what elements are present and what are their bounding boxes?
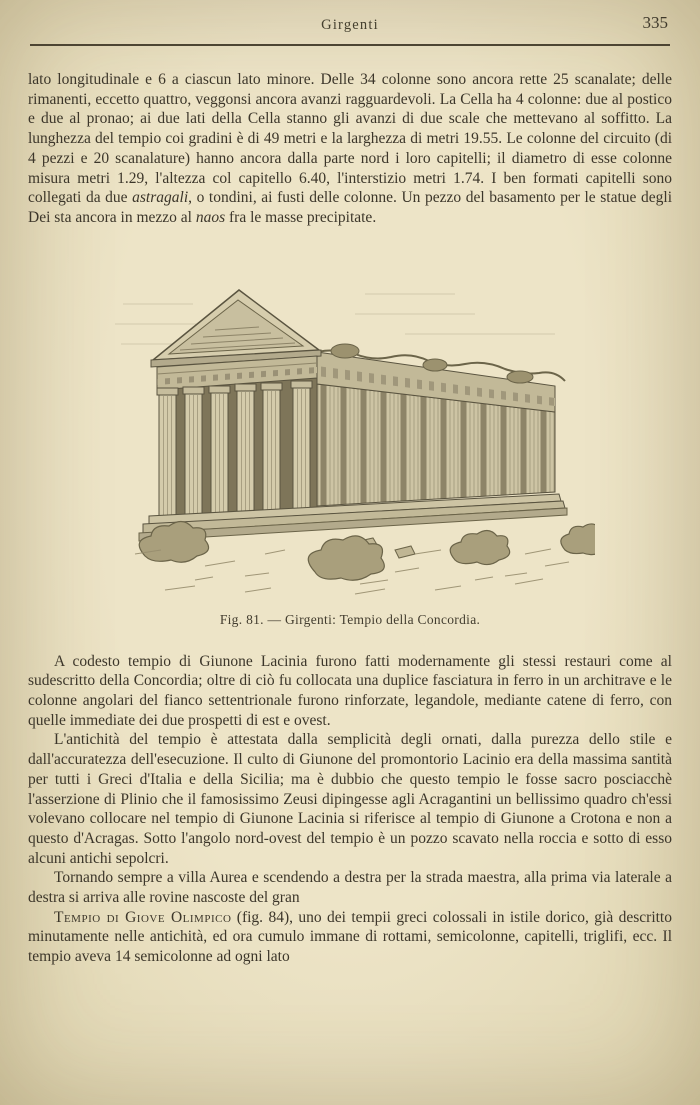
figure-caption: Fig. 81. — Girgenti: Tempio della Concordia.: [219, 611, 481, 627]
page-header: [30, 0, 670, 40]
running-head: Girgenti: [321, 17, 379, 33]
paragraph: L'antichità del tempio è attestata dalla semplicità degli ornati, dalla purezza dello stile e dall'accuratezza dell'esecuzione. Il culto di Giunone del promontorio Lacinio era della massima santità per tutti i Greci d'Italia e della Sicilia; ma è dubbio che questo tempio le fosse sacro posciacchè l'asserzione di Plinio che il famosissimo Zeusi dipingesse agli Acragantini un bellissimo quadro ch'essi volevano collocare nel tempio di Giunone Lacinia si riferisce al tempio di Giunone a Crotona e non a questo d'Acragas. Sotto l'angolo nord-ovest del tempio è un pozzo scavato nella roccia e sotto di esso alcuni antichi sepolcri.: [28, 731, 672, 867]
paragraph-text: fra le masse precipitate.: [225, 208, 377, 226]
header-rule: [30, 44, 670, 46]
figure-engraving: [105, 254, 595, 628]
text-block-bottom: [28, 652, 672, 967]
paragraph: A codesto tempio di Giunone Lacinia furono fatti modernamente gli stessi restauri come al sudescritto della Concordia; oltre di ciò fu collocata una duplice fasciatura in ferro in un architrave e le colonne angolari del fianco settentrionale furono rinforzate, legandole, mediante catene di ferro, con quelle immediate dei due prospetti di est e ovest.: [28, 652, 672, 729]
italic-term: astragali: [132, 189, 189, 207]
temple-engraving: [105, 254, 595, 599]
text-block-top: [28, 70, 672, 228]
page-number: 335: [642, 13, 668, 32]
pediment: [151, 290, 321, 367]
paragraph: [28, 70, 672, 228]
smallcaps-heading: Tempio di Giove Olimpico: [54, 908, 232, 926]
paragraph-text: (fig. 84), uno dei tempii greci colossali in istile dorico, già descritto minutamente nelle antichità, ed ora cumulo immane di rottami, semicolonne, capitelli, triglifi, ecc. Il tempio aveva 14 semicolonne ad ogni lato: [28, 908, 672, 966]
paragraph-text: , o tondini, ai fusti delle colonne. Un pezzo del basamento per le statue degli Dei sta ancora in mezzo al: [28, 189, 672, 226]
paragraph-text: lato longitudinale e 6 a ciascun lato minore. Delle 34 colonne sono ancora rette 25 scanalate; delle rimanenti, eccetto quattro, veggonsi ancora avanzi ragguardevoli. La Cella ha 4 colonne: due al postico e due al pronao; ai due lati della Cella stanno gli avanzi di due scale che mettevano al soffitto. La lunghezza del tempio coi gradini è di 49 metri e la larghezza di metri 19.55. Le colonne del circuito (di 4 pezzi e 20 scanalature) hanno ancora dalla parte nord i loro capitelli; il diametro di esse colonne misura metri 1.29, l'altezza col capitello 6.40, l'interstizio metri 1.74. I ben formati capitelli sono collegati da due: [28, 71, 672, 207]
paragraph: Tornando sempre a villa Aurea e scendendo a destra per la strada maestra, alla prima via laterale a destra si arriva alle rovine nascoste del gran: [28, 869, 672, 907]
italic-term: naos: [195, 208, 226, 226]
paragraph: [28, 908, 672, 967]
